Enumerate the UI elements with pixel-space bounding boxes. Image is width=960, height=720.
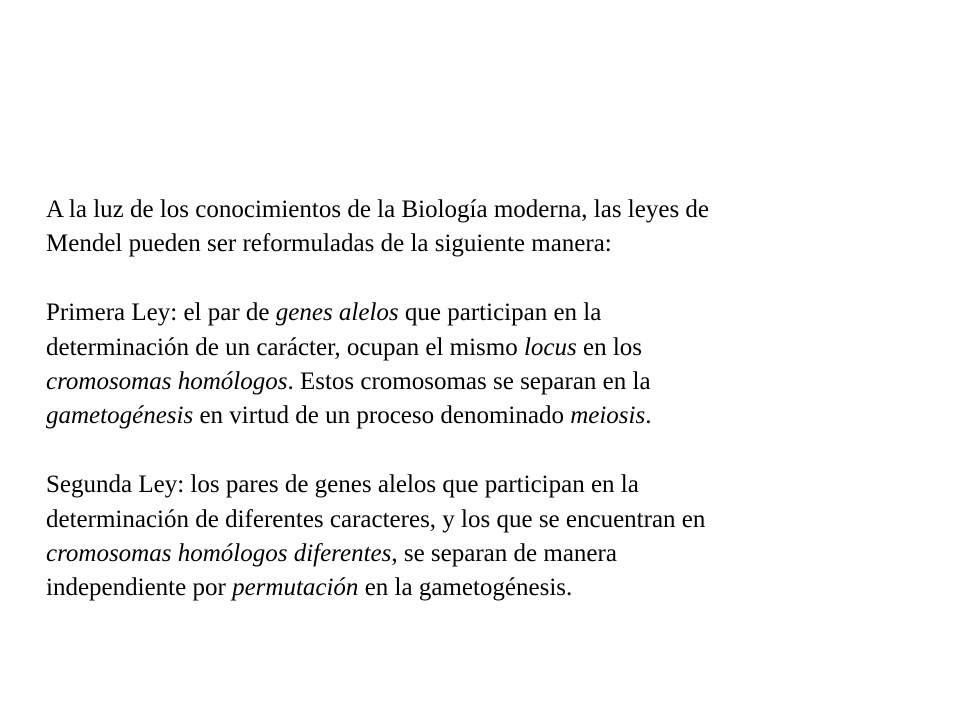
first-law-text: determinación de un carácter, ocupan el mismo bbox=[46, 333, 524, 361]
second-law-line-2: determinación de diferentes caracteres, y los que se encuentran en bbox=[46, 505, 706, 533]
intro-paragraph bbox=[46, 193, 926, 262]
term-permutacion: permutación bbox=[232, 574, 359, 602]
first-law-text: en virtud de un proceso denominado bbox=[193, 402, 571, 430]
second-law-text: independiente por bbox=[46, 574, 233, 602]
second-law-text: , se separan de manera bbox=[391, 539, 617, 567]
first-law-text: que participan en la bbox=[398, 299, 602, 327]
first-law-line-1 bbox=[46, 296, 926, 330]
first-law-text: Primera Ley: el par de bbox=[46, 299, 276, 327]
term-locus: locus bbox=[523, 333, 577, 361]
first-law-text: . Estos cromosomas se separan en la bbox=[287, 367, 651, 395]
first-law-paragraph bbox=[46, 296, 926, 434]
intro-line-2: Mendel pueden ser reformuladas de la siguiente manera: bbox=[46, 230, 612, 258]
first-law-text: en los bbox=[576, 333, 643, 361]
first-law-line-4 bbox=[46, 399, 926, 433]
term-meiosis: meiosis bbox=[570, 402, 646, 430]
term-gametogenesis: gametogénesis bbox=[46, 402, 194, 430]
slide-body bbox=[46, 193, 926, 606]
intro-line-1: A la luz de los conocimientos de la Biología moderna, las leyes de bbox=[46, 196, 710, 223]
first-law-line-3 bbox=[46, 365, 926, 399]
second-law-line-4 bbox=[46, 571, 926, 605]
first-law-text: . bbox=[645, 402, 652, 430]
second-law-text: en la gametogénesis. bbox=[358, 574, 573, 602]
first-law-line-2 bbox=[46, 331, 926, 365]
second-law-line-3 bbox=[46, 537, 926, 571]
term-cromosomas-homologos: cromosomas homólogos bbox=[46, 367, 288, 395]
term-cromosomas-homologos-diferentes: cromosomas homólogos diferentes bbox=[46, 539, 392, 567]
term-genes-alelos: genes alelos bbox=[275, 299, 399, 327]
second-law-paragraph bbox=[46, 468, 926, 606]
second-law-line-1: Segunda Ley: los pares de genes alelos que participan en la bbox=[46, 471, 639, 499]
